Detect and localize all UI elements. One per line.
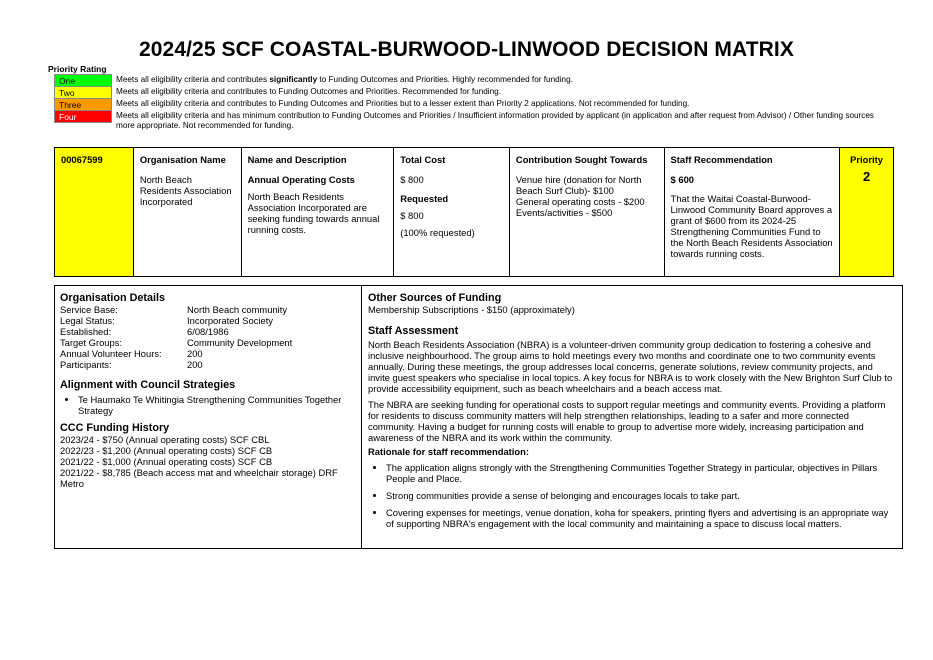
- funding-history-line: 2022/23 - $1,200 (Annual operating costs) SCF CB: [60, 445, 273, 456]
- right-panel: [362, 286, 902, 548]
- contribution-header: Contribution Sought Towards: [515, 154, 648, 165]
- name-description-cell: [242, 148, 395, 276]
- alignment-heading: Alignment with Council Strategies: [60, 379, 236, 391]
- org-details-heading: Organisation Details: [60, 292, 165, 304]
- priority-swatch: Four: [54, 110, 112, 123]
- priority-description: [112, 86, 501, 97]
- assessment-paragraph: North Beach Residents Association (NBRA) is a volunteer-driven community group dedication to fostering a cohesive and inclusive neighbourhood. The group aims to hold meetings every two months and coordinate one to two community events annually. During these meetings, the group addresses local concerns, generate solutions, review community projects, and invite guest speakers who specialise in local topics. A key focus for NBRA is to work closely with the New Brighton Surf Club to provide accessibility equipment, such as beach wheelchairs and a beach access mat.: [368, 339, 893, 394]
- organisation-cell: [134, 148, 242, 276]
- organisation-name: North Beach Residents Association Incorporated: [139, 174, 232, 207]
- priority-description-emphasis: significantly: [269, 75, 318, 84]
- org-detail-row: [60, 359, 356, 370]
- contribution-line: General operating costs - $200: [515, 196, 645, 207]
- total-cost-header: Total Cost: [400, 154, 446, 165]
- priority-value: 2: [862, 169, 871, 184]
- org-detail-key: Legal Status:: [60, 315, 115, 326]
- org-detail-key: Annual Volunteer Hours:: [60, 348, 162, 359]
- page-title: 2024/25 SCF COASTAL-BURWOOD-LINWOOD DECISION MATRIX: [139, 38, 794, 61]
- staff-assessment-heading: Staff Assessment: [368, 325, 459, 337]
- rationale-item: • Covering expenses for meetings, venue donation, koha for speakers, printing flyers and advertising is an appropriate way of supporting NBRA's engagement with the local community and maintaining a space to discuss local matters.: [386, 507, 896, 529]
- summary-table: [54, 147, 894, 277]
- assessment-paragraph: The NBRA are seeking funding for operational costs to support regular meetings and community events. Providing a platform for residents to discuss community matters will help strengthen relationships, leading to a safer and more connected community. Having a budget for running costs will enable to group to advertise more widely, increasing participation and awareness of the NBRA and its work within the community.: [368, 399, 886, 443]
- priority-swatch: Three: [54, 98, 112, 110]
- requested-value: $ 800: [400, 210, 424, 221]
- org-detail-value: Incorporated Society: [187, 315, 273, 326]
- alignment-list: [60, 394, 356, 416]
- org-details-list: [60, 304, 356, 370]
- left-panel: [55, 286, 362, 548]
- project-name: Annual Operating Costs: [247, 174, 355, 185]
- priority-cell: [840, 148, 893, 276]
- recommendation-header: Staff Recommendation: [670, 154, 773, 165]
- contribution-cell: [510, 148, 665, 276]
- org-detail-key: Participants:: [60, 359, 112, 370]
- priority-legend-row: [54, 86, 884, 98]
- funding-history-heading: CCC Funding History: [60, 422, 170, 434]
- requested-label: Requested: [400, 193, 449, 204]
- priority-legend-row: [54, 110, 884, 131]
- priority-description-text: Meets all eligibility criteria and contributes to Funding Outcomes and Priorities. Recommended for funding.: [116, 87, 502, 96]
- priority-description-text: Meets all eligibility criteria and has minimum contribution to Funding Outcomes and Priorities / Insufficient information provided by applicant (in application and after request from Advisor) / Other funding sources more appropriate. Not recommended for funding.: [116, 111, 875, 130]
- priority-legend-row: [54, 98, 884, 110]
- org-detail-value: 200: [187, 348, 203, 359]
- org-detail-row: [60, 337, 356, 348]
- org-detail-key: Established:: [60, 326, 112, 337]
- total-cost-cell: [394, 148, 510, 276]
- rationale-list: [368, 462, 896, 529]
- funding-history-line: 2023/24 - $750 (Annual operating costs) SCF CBL: [60, 434, 270, 445]
- priority-header: Priority: [850, 154, 883, 165]
- org-detail-value: 6/08/1986: [187, 326, 229, 337]
- details-table: [54, 285, 903, 549]
- organisation-header: Organisation Name: [139, 154, 226, 165]
- project-description: North Beach Residents Association Incorporated are seeking funding towards annual running costs.: [247, 191, 380, 235]
- priority-description: [112, 74, 573, 85]
- recommendation-cell: [665, 148, 841, 276]
- org-detail-key: Target Groups:: [60, 337, 123, 348]
- other-sources-text: Membership Subscriptions - $150 (approximately): [368, 304, 575, 315]
- rationale-heading: Rationale for staff recommendation:: [368, 446, 529, 457]
- rationale-item: • The application aligns strongly with the Strengthening Communities Together Strategy in particular, objectives in Pillars People and Place.: [386, 462, 896, 484]
- priority-swatch: One: [54, 74, 112, 86]
- priority-description-text: Meets all eligibility criteria and contributes to Funding Outcomes and Priorities but to a lesser extent than Priority 2 applications. Not recommended for funding.: [116, 99, 690, 108]
- org-detail-row: [60, 348, 356, 359]
- requested-percent: (100% requested): [400, 227, 475, 238]
- org-detail-value: 200: [187, 359, 203, 370]
- funding-history-line: 2021/22 - $1,000 (Annual operating costs) SCF CB: [60, 456, 273, 467]
- total-cost-value: $ 800: [400, 174, 424, 185]
- recommendation-amount: $ 600: [670, 174, 695, 185]
- priority-description: [112, 110, 884, 131]
- alignment-item: • Te Haumako Te Whitingia Strengthening Communities Together Strategy: [78, 394, 356, 416]
- org-detail-key: Service Base:: [60, 304, 118, 315]
- other-sources-heading: Other Sources of Funding: [368, 292, 502, 304]
- priority-legend-row: [54, 74, 884, 86]
- application-id: 00067599: [55, 148, 134, 276]
- org-detail-row: [60, 315, 356, 326]
- name-description-header: Name and Description: [247, 154, 347, 165]
- contribution-line: Events/activities - $500: [515, 207, 613, 218]
- rationale-item: • Strong communities provide a sense of belonging and encourages locals to take part.: [386, 490, 896, 501]
- org-detail-value: North Beach community: [187, 304, 288, 315]
- org-detail-row: [60, 304, 356, 315]
- recommendation-text: That the Waitai Coastal-Burwood-Linwood Community Board approves a grant of $600 from its 2024-25 Strengthening Communities Fund to the North Beach Residents Association towards running costs.: [670, 193, 833, 259]
- funding-history-line: 2021/22 - $8,785 (Beach access mat and wheelchair storage) DRF Metro: [60, 467, 338, 489]
- priority-rating-heading: Priority Rating: [48, 64, 107, 74]
- priority-description-text: Meets all eligibility criteria and contributes: [116, 75, 270, 84]
- contribution-line: Venue hire (donation for North Beach Surf Club)- $100: [515, 174, 642, 196]
- priority-swatch: Two: [54, 86, 112, 98]
- priority-legend: [54, 74, 884, 131]
- priority-description-text: to Funding Outcomes and Priorities. Highly recommended for funding.: [317, 75, 573, 84]
- org-detail-row: [60, 326, 356, 337]
- org-detail-value: Community Development: [187, 337, 293, 348]
- priority-description: [112, 98, 689, 109]
